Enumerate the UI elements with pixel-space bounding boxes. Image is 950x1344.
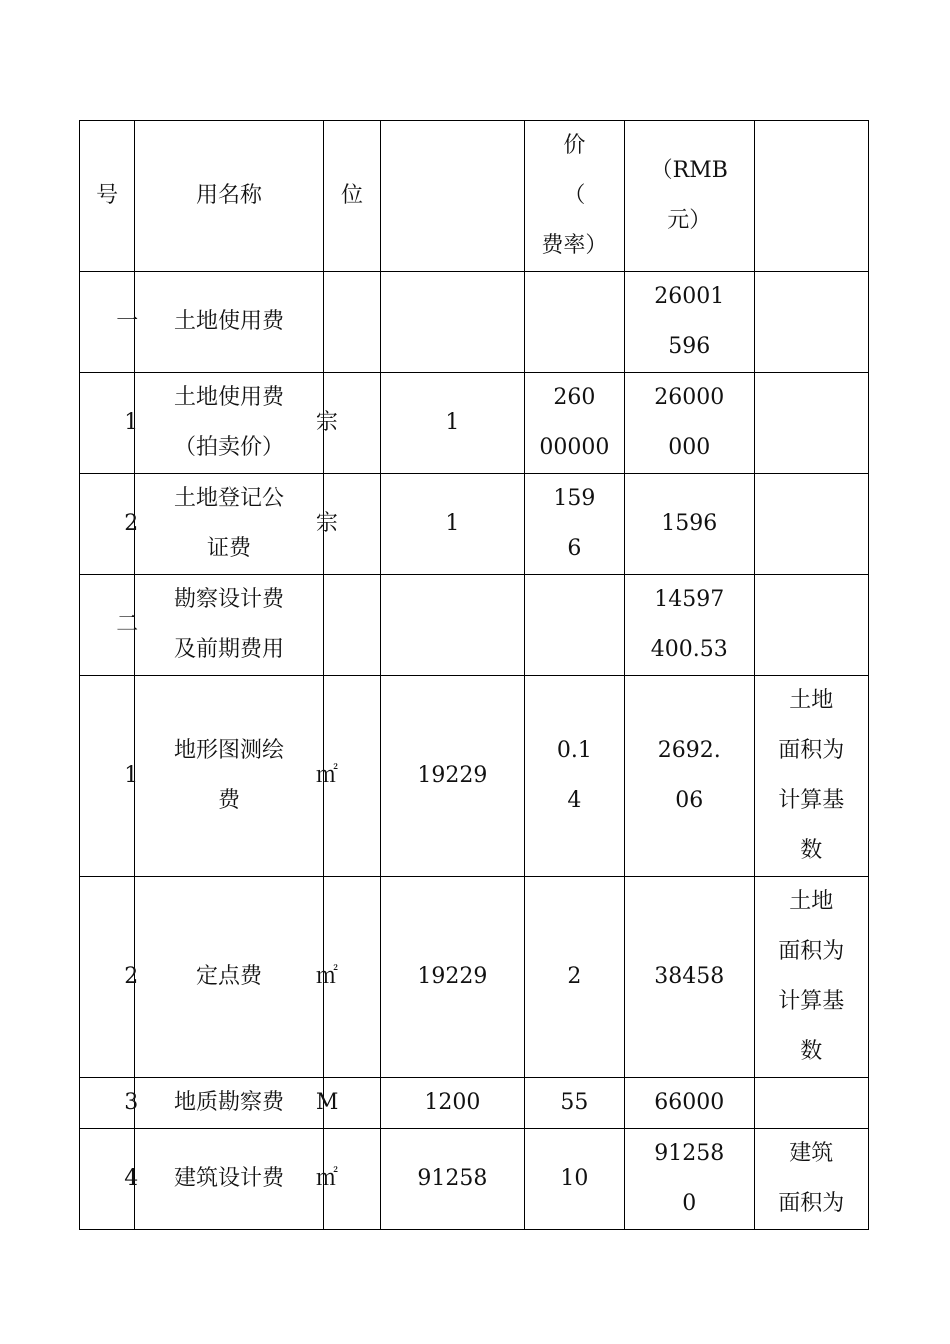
cell-unit-price: 260 00000 [524,373,624,474]
header-price: 价 （ 费率） [524,121,624,272]
cell-quantity: 1200 [381,1078,525,1129]
cell-item-name: 土地使用费 （拍卖价） [135,373,324,474]
header-name: 用名称 [135,121,324,272]
cell-amount: 66000 [625,1078,754,1129]
header-note [754,121,869,272]
cell-amount: 38458 [625,877,754,1078]
cell-quantity: 91258 [381,1129,525,1230]
cell-note [754,373,869,474]
table-row [80,1129,869,1230]
cell-seq: 1 [80,373,135,474]
table-row [80,676,869,877]
cell-seq: 2 [80,877,135,1078]
cell-item-name: 建筑设计费 [135,1129,324,1230]
cell-item-name: 地形图测绘 费 [135,676,324,877]
cell-unit: M [323,1078,380,1129]
cell-unit: ㎡ [323,676,380,877]
cell-note: 土地 面积为 计算基 数 [754,676,869,877]
cell-amount: 2692. 06 [625,676,754,877]
cell-quantity [381,575,525,676]
cell-unit: 宗 [323,474,380,575]
cell-quantity: 1 [381,474,525,575]
table-row [80,1078,869,1129]
table-row [80,272,869,373]
cell-quantity [381,272,525,373]
cell-amount: 26001 596 [625,272,754,373]
cell-item-name: 地质勘察费 [135,1078,324,1129]
cell-item-name: 定点费 [135,877,324,1078]
cell-unit-price: 2 [524,877,624,1078]
cell-unit: ㎡ [323,877,380,1078]
cell-item-name: 勘察设计费 及前期费用 [135,575,324,676]
cell-item-name: 土地使用费 [135,272,324,373]
header-unit: 位 [323,121,380,272]
cell-note: 土地 面积为 计算基 数 [754,877,869,1078]
header-seq: 号 [80,121,135,272]
cell-amount: 1596 [625,474,754,575]
header-amount: （RMB 元） [625,121,754,272]
cell-amount: 14597 400.53 [625,575,754,676]
table-row [80,373,869,474]
cell-unit-price: 0.1 4 [524,676,624,877]
cell-unit: 宗 [323,373,380,474]
cell-seq: 1 [80,676,135,877]
cell-unit [323,575,380,676]
cell-seq: 一 [80,272,135,373]
cell-note [754,272,869,373]
cell-note: 建筑 面积为 [754,1129,869,1230]
cell-note [754,1078,869,1129]
table-header-row [80,121,869,272]
cell-note [754,474,869,575]
cell-seq: 2 [80,474,135,575]
cell-unit-price [524,575,624,676]
cell-note [754,575,869,676]
table-row [80,575,869,676]
table-row [80,877,869,1078]
cell-unit-price: 159 6 [524,474,624,575]
table-row [80,474,869,575]
cell-amount: 26000 000 [625,373,754,474]
header-qty [381,121,525,272]
cell-seq: 3 [80,1078,135,1129]
cell-unit-price [524,272,624,373]
cell-seq: 4 [80,1129,135,1230]
cell-seq: 二 [80,575,135,676]
cell-unit: ㎡ [323,1129,380,1230]
cell-unit-price: 55 [524,1078,624,1129]
cell-quantity: 19229 [381,676,525,877]
cell-unit-price: 10 [524,1129,624,1230]
cell-quantity: 19229 [381,877,525,1078]
cell-item-name: 土地登记公 证费 [135,474,324,575]
cell-unit [323,272,380,373]
cell-amount: 91258 0 [625,1129,754,1230]
cell-quantity: 1 [381,373,525,474]
cost-table [79,120,869,1230]
